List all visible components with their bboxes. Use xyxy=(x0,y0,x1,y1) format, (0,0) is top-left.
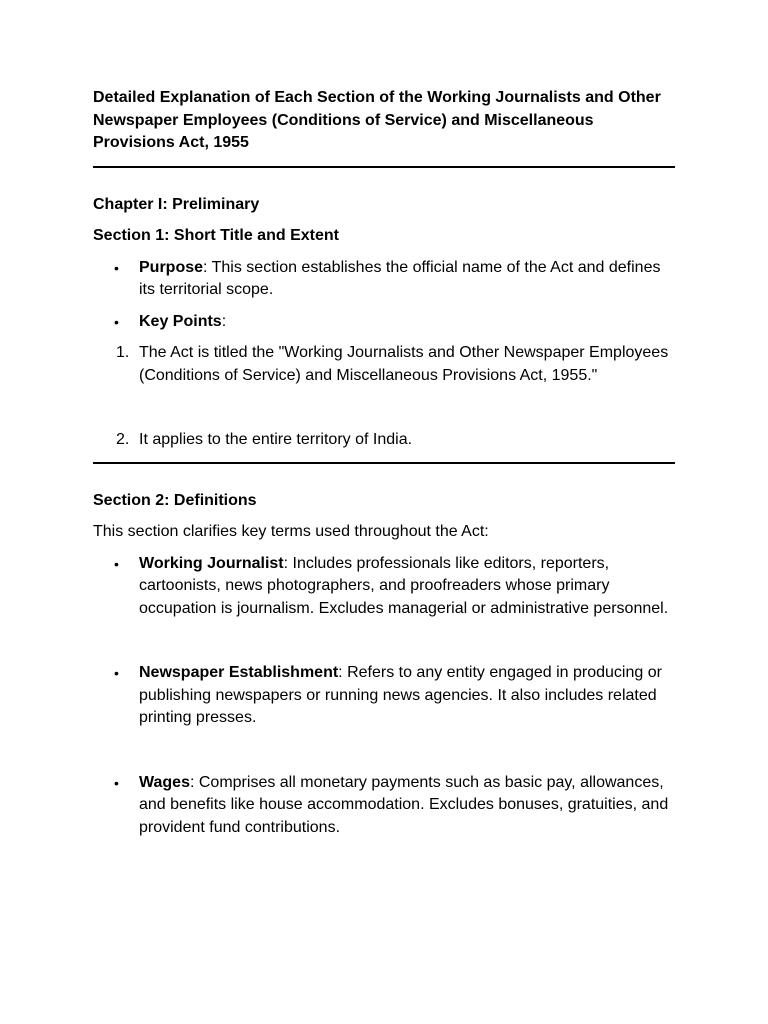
section1-bullet-list xyxy=(93,257,675,334)
key-point-text: The Act is titled the "Working Journalists and Other Newspaper Employees (Conditions of Service) and Miscellaneous Provisions Act, 1955." xyxy=(139,344,669,384)
definition-term: Working Journalist xyxy=(139,554,284,572)
purpose-text: : This section establishes the official name of the Act and defines its territorial scope. xyxy=(139,258,661,298)
bullet-marker: • xyxy=(114,665,119,681)
list-number: 1. xyxy=(116,344,130,361)
section2-heading: Section 2: Definitions xyxy=(93,491,257,509)
section1-heading: Section 1: Short Title and Extent xyxy=(93,227,339,244)
definition-text: : Includes professionals like editors, reporters, cartoonists, news photographers, and proofreaders whose primary occupation is journalism. Excludes managerial or administrative personnel. xyxy=(139,554,669,617)
definition-term: Newspaper Establishment xyxy=(139,664,339,681)
list-item xyxy=(93,257,675,302)
keypoints-colon: : xyxy=(221,312,227,330)
chapter-heading: Chapter I: Preliminary xyxy=(93,195,260,213)
key-point-text: It applies to the entire territory of India. xyxy=(139,431,413,448)
document-body xyxy=(93,87,675,839)
list-item xyxy=(93,342,675,387)
section2-intro: This section clarifies key terms used throughout the Act: xyxy=(93,523,489,540)
divider xyxy=(93,462,675,464)
definition-text: : Comprises all monetary payments such as basic pay, allowances, and benefits like house accommodation. Excludes bonuses, gratuities, and provident fund contributions. xyxy=(139,773,669,836)
bullet-marker: • xyxy=(114,774,119,791)
section1-numbered-list xyxy=(93,342,675,452)
definitions-list xyxy=(93,553,675,840)
purpose-label: Purpose xyxy=(139,258,204,276)
definition-item xyxy=(93,553,675,621)
bullet-marker: • xyxy=(114,259,119,276)
document-title: Detailed Explanation of Each Section of the Working Journalists and Other Newspaper Employees (Conditions of Service) and Miscellaneous Provisions Act, 1955 xyxy=(93,89,661,151)
definition-item xyxy=(93,772,675,840)
definition-term: Wages xyxy=(139,773,190,791)
keypoints-label: Key Points xyxy=(139,312,222,330)
definition-item xyxy=(93,662,675,730)
definition-text: : Refers to any entity engaged in producing or publishing newspapers or running news agencies. It also includes related printing presses. xyxy=(139,664,662,726)
list-item xyxy=(93,429,675,452)
divider xyxy=(93,166,675,168)
list-item xyxy=(93,311,675,334)
bullet-marker: • xyxy=(114,313,119,330)
list-number: 2. xyxy=(116,431,130,448)
bullet-marker: • xyxy=(114,555,119,572)
